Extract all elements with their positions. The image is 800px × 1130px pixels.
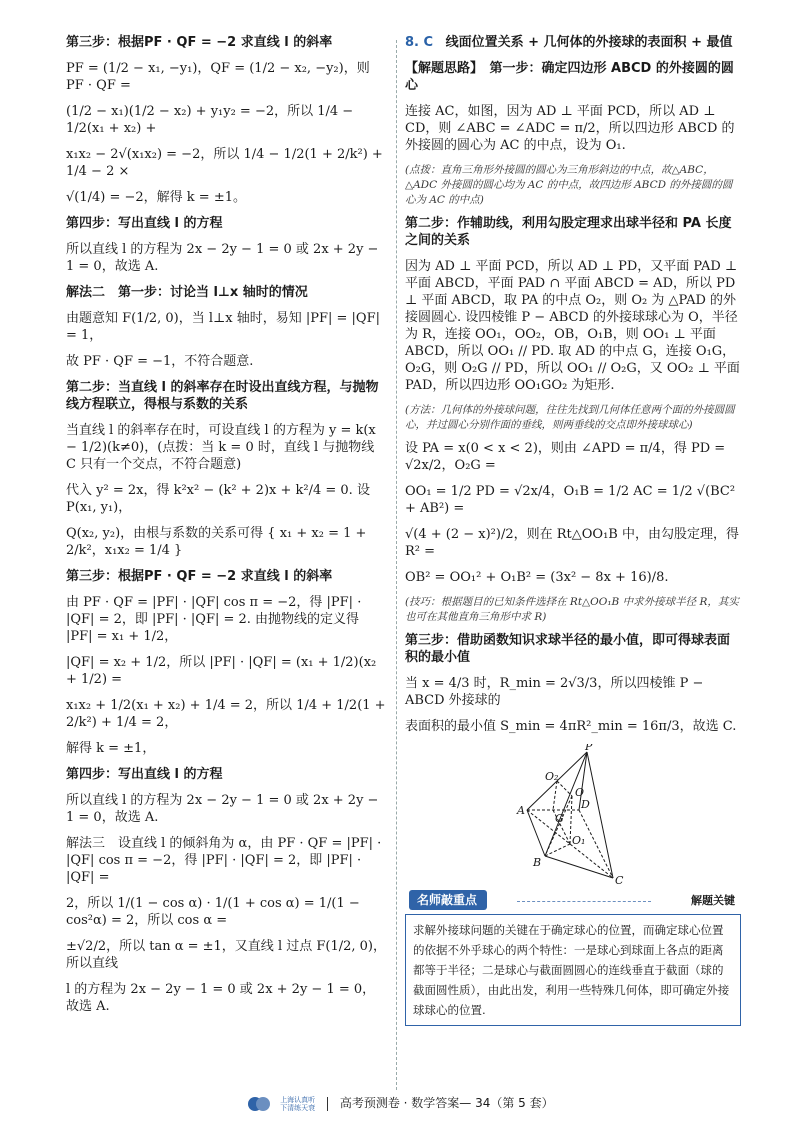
right-text-line: 因为 AD ⊥ 平面 PCD，所以 AD ⊥ PD，又平面 PAD ⊥ 平面 ABCD，平面 PAD ∩ 平面 ABCD = AD，所以 PD ⊥ 平面 ABCD，取 PA 的中点 O₂，则 O₂ 为 △PAD 的外接圆圆心. 设四棱锥 P − ABCD 的外接球球心为 O，半径为 R，连接 OO₁，OO₂，OB，O₁B，则 OO₁ ⊥ 平面 ABCD，所以 OO₁ // PD. 取 AD 的中点 G，连接 O₁G，O₂G，则 O₂G // PD，所以 OO₁ // O₂G，又 OO₂ ⊥ 平面 PAD，所以四边形 OO₁GO₂ 为矩形. (405, 259, 740, 393)
callout-header (405, 890, 741, 912)
left-step-heading: 第四步：写出直线 l 的方程 (66, 216, 223, 231)
callout-badge: 名师敲重点 (409, 890, 487, 910)
left-step-heading: 第三步：根据PF · QF = −2 求直线 l 的斜率 (66, 35, 333, 50)
label-O: O (575, 786, 585, 799)
footer-separator (327, 1097, 328, 1111)
left-column (66, 34, 388, 1024)
left-step-heading: 第二步：当直线 l 的斜率存在时设出直线方程，与抛物线方程联立，得根与系数的关系 (66, 380, 379, 412)
callout-key-label: 解题关键 (691, 894, 735, 907)
page-footer (0, 1094, 800, 1113)
brand-line-1: 上海认真听 (280, 1095, 316, 1104)
left-text-line: |QF| = x₂ + 1/2，所以 |PF| · |QF| = (x₁ + 1/2)(x₂ + 1/2) = (66, 655, 377, 687)
column-divider (396, 40, 397, 1090)
pyramid-diagram (515, 744, 645, 884)
left-text-line: 解法三 设直线 l 的倾斜角为 α，由 PF · QF = |PF| · |QF| cos π = −2，得 |PF| · |QF| = 2，即 |PF| · |QF| = (66, 836, 382, 885)
left-step-heading: 第三步：根据PF · QF = −2 求直线 l 的斜率 (66, 569, 333, 584)
callout-dashed-line (517, 901, 651, 902)
footer-text: 高考预测卷 · 数学答案— 34（第 5 套） (339, 1096, 554, 1110)
callout-box (405, 914, 741, 1026)
right-step-heading: 第二步：作辅助线，利用勾股定理求出球半径和 PA 长度之间的关系 (405, 216, 732, 248)
left-text-line: 故 PF · QF = −1，不符合题意. (66, 354, 254, 369)
label-O2: O₂ (545, 770, 559, 783)
label-G: G (555, 812, 564, 825)
label-O1: O₁ (572, 834, 586, 847)
right-note: (点拨：直角三角形外接圆的圆心为三角形斜边的中点，故△ABC，△ADC 外接圆的圆心均为 AC 的中点，故四边形 ABCD 的外接圆的圆心为 AC 的中点) (405, 164, 733, 206)
question-number: 8. C (405, 35, 434, 50)
left-text-line: PF = (1/2 − x₁, −y₁)，QF = (1/2 − x₂, −y₂)，则 PF · QF = (66, 61, 370, 93)
right-text-line: 表面积的最小值 S_min = 4πR²_min = 16π/3，故选 C. (405, 719, 737, 734)
right-text-line: 当 x = 4/3 时，R_min = 2√3/3，所以四棱锥 P − ABCD 外接球的 (405, 676, 704, 708)
left-step-heading: 解法二 第一步：讨论当 l⊥x 轴时的情况 (66, 285, 308, 300)
question-topic: 线面位置关系 + 几何体的外接球的表面积 + 最值 (445, 35, 733, 50)
right-text-line: OB² = OO₁² + O₁B² = (3x² − 8x + 16)/8. (405, 570, 669, 585)
left-text-line: 由 PF · QF = |PF| · |QF| cos π = −2，得 |PF| · |QF| = 2，即 |PF| · |QF| = 2. 由抛物线的定义得 |PF| = x₁ + 1/2， (66, 595, 362, 644)
left-text-line: x₁x₂ + 1/2(x₁ + x₂) + 1/4 = 2，所以 1/4 + 1/2(1 + 2/k²) + 1/4 = 2， (66, 698, 386, 730)
label-P: P (585, 744, 593, 753)
left-text-line: 2，所以 1/(1 − cos α) · 1/(1 + cos α) = 1/(1 − cos²α) = 2，所以 cos α = (66, 896, 360, 928)
left-step-heading: 第四步：写出直线 l 的方程 (66, 767, 223, 782)
left-text-line: l 的方程为 2x − 2y − 1 = 0 或 2x + 2y − 1 = 0，故选 A. (66, 982, 376, 1014)
left-text-line: ±√2/2，所以 tan α = ±1，又直线 l 过点 F(1/2, 0)，所以直线 (66, 939, 386, 971)
left-text-line: √(1/4) = −2，解得 k = ±1。 (66, 190, 247, 205)
question-8-heading (405, 34, 741, 51)
publisher-brand (280, 1096, 315, 1112)
label-A: A (517, 804, 525, 817)
right-column (405, 34, 741, 1026)
right-column-lines (405, 60, 741, 735)
left-text-line: 所以直线 l 的方程为 2x − 2y − 1 = 0 或 2x + 2y − 1 = 0，故选 A. (66, 793, 379, 825)
right-text-line: 连接 AC，如图，因为 AD ⊥ 平面 PCD，所以 AD ⊥ CD，则 ∠ABC = ∠ADC = π/2，所以四边形 ABCD 的外接圆的圆心为 AC 的中点，设为 O₁. (405, 104, 735, 153)
right-note: (技巧：根据题目的已知条件选择在 Rt△OO₁B 中求外接球半径 R，其实也可在其他直角三角形中求 R) (405, 596, 739, 623)
pyramid-figure (515, 744, 645, 884)
left-text-line: 解得 k = ±1， (66, 741, 156, 756)
left-text-line: 所以直线 l 的方程为 2x − 2y − 1 = 0 或 2x + 2y − 1 = 0，故选 A. (66, 242, 379, 274)
left-text-line: 当直线 l 的斜率存在时，可设直线 l 的方程为 y = k(x − 1/2)(k≠0)，(点拨：当 k = 0 时，直线 l 与抛物线 C 只有一个交点，不符合题意) (66, 423, 376, 472)
right-note: (方法：几何体的外接球问题，往往先找到几何体任意两个面的外接圆圆心，并过圆心分别作面的垂线，则两垂线的交点即外接球球心) (405, 404, 735, 431)
left-text-line: (1/2 − x₁)(1/2 − x₂) + y₁y₂ = −2，所以 1/4 − 1/2(x₁ + x₂) + (66, 104, 354, 136)
label-C: C (615, 874, 624, 884)
right-step-heading: 【解题思路】 第一步：确定四边形 ABCD 的外接圆的圆心 (405, 61, 734, 93)
left-column-lines (66, 34, 388, 1015)
right-text-line: OO₁ = 1/2 PD = √2x/4，O₁B = 1/2 AC = 1/2 √(BC² + AB²) = (405, 484, 736, 516)
left-text-line: x₁x₂ − 2√(x₁x₂) = −2，所以 1/4 − 1/2(1 + 2/k²) + 1/4 − 2 × (66, 147, 383, 179)
callout-text: 求解外接球问题的关键在于确定球心的位置，而确定球心位置的依据不外乎球心的两个特性：一是球心到球面上各点的距离都等于半径；二是球心与截面圆圆心的连线垂直于截面（球的截面圆性质），由此出发，利用一些特殊几何体，即可确定外接球球心的位置. (413, 923, 730, 1017)
left-text-line: 由题意知 F(1/2, 0)，当 l⊥x 轴时，易知 |PF| = |QF| = 1， (66, 311, 380, 343)
left-text-line: Q(x₂, y₂)，由根与系数的关系可得 { x₁ + x₂ = 1 + 2/k²，x₁x₂ = 1/4 } (66, 526, 367, 558)
label-B: B (533, 856, 542, 869)
left-text-line: 代入 y² = 2x，得 k²x² − (k² + 2)x + k²/4 = 0. 设 P(x₁, y₁)， (66, 483, 370, 515)
right-text-line: √(4 + (2 − x)²)/2，则在 Rt△OO₁B 中，由勾股定理，得 R² = (405, 527, 739, 559)
label-D: D (581, 798, 590, 811)
right-text-line: 设 PA = x(0 < x < 2)，则由 ∠APD = π/4，得 PD = √2x/2，O₂G = (405, 441, 726, 473)
right-step-heading: 第三步：借助函数知识求球半径的最小值，即可得球表面积的最小值 (405, 633, 731, 665)
publisher-logo-icon (246, 1095, 272, 1113)
brand-line-2: 下清练天衰 (280, 1103, 316, 1112)
